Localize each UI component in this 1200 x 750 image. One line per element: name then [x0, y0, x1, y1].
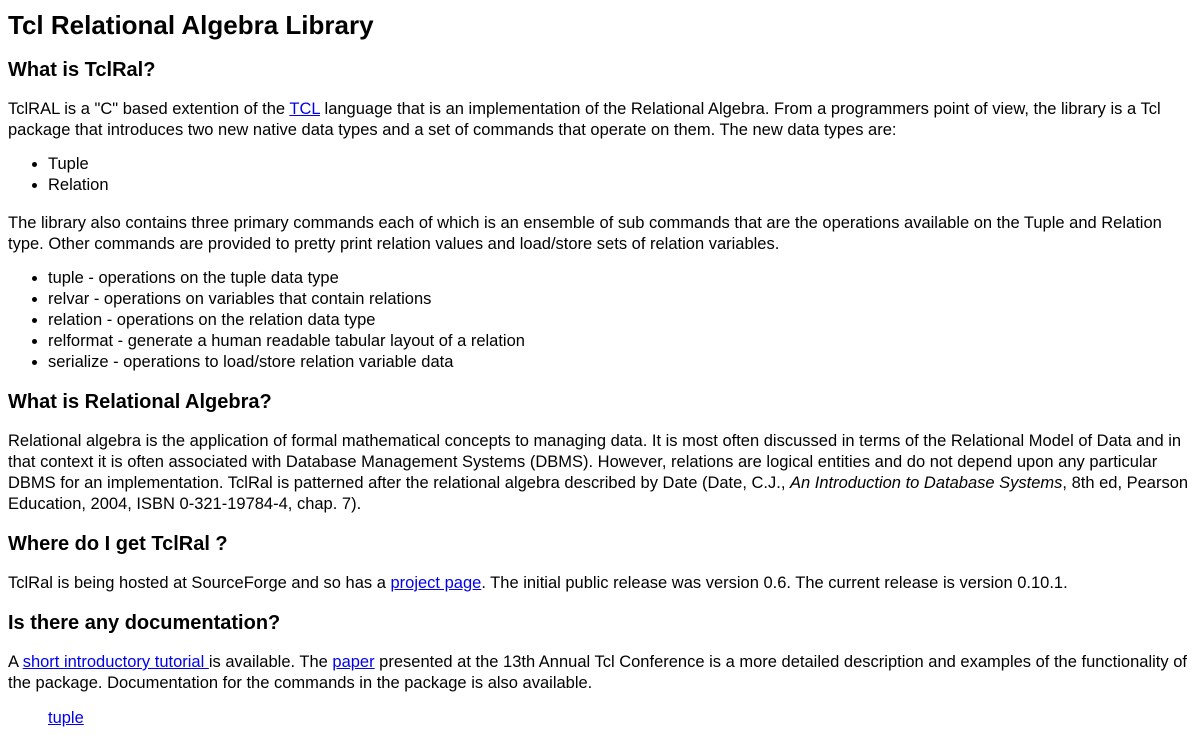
tcl-link[interactable]: TCL [289, 100, 320, 118]
paper-link[interactable]: paper [332, 653, 375, 671]
list-item: • Tuple [48, 154, 1192, 175]
list-item: • serialize - operations to load/store relation variable data [48, 352, 1192, 373]
documentation-paragraph: A short introductory tutorial is available. The paper presented at the 13th Annual Tcl Conference is a more detailed description and examples of the functionality of the package. Documentation for the commands in the package is also available. [8, 653, 1187, 692]
list-item: • relvar - operations on variables that contain relations [48, 289, 1192, 310]
page-title: Tcl Relational Algebra Library [8, 10, 374, 40]
page-content [0, 10, 1200, 727]
hosting-paragraph: TclRal is being hosted at SourceForge and so has a project page. The initial public release was version 0.6. The current release is version 0.10.1. [8, 574, 1068, 592]
section-heading-where-to-get: Where do I get TclRal ? [8, 533, 228, 555]
truncated-list-item [8, 708, 1192, 727]
commands-paragraph: The library also contains three primary commands each of which is an ensemble of sub commands that are the operations available on the Tuple and Relation type. Other commands are provided to pretty print relation values and load/store sets of relation variables. [8, 214, 1162, 253]
relational-algebra-paragraph: Relational algebra is the application of formal mathematical concepts to managing data. It is most often discussed in terms of the Relational Model of Data and in that context it is often associated with Database Management Systems (DBMS). However, relations are logical entities and do not depend upon any particular DBMS for an implementation. TclRal is patterned after the relational algebra described by Date (Date, C.J., An Introduction to Database Systems, 8th ed, Pearson Education, 2004, ISBN 0-321-19784-4, chap. 7). [8, 432, 1189, 513]
list-item: • relformat - generate a human readable tabular layout of a relation [48, 331, 1192, 352]
section-heading-documentation: Is there any documentation? [8, 612, 281, 634]
intro-paragraph: TclRAL is a "C" based extention of the TCL language that is an implementation of the Relational Algebra. From a programmers point of view, the library is a Tcl package that introduces two new native data types and a set of commands that operate on them. The new data types are: [8, 100, 1161, 139]
commands-list [8, 268, 1192, 373]
tutorial-link[interactable]: short introductory tutorial [22, 653, 209, 671]
data-types-list [8, 154, 1192, 196]
project-page-link[interactable]: project page [390, 574, 482, 592]
section-heading-relational-algebra: What is Relational Algebra? [8, 391, 272, 413]
list-item: • relation - operations on the relation data type [48, 310, 1192, 331]
list-item: • Relation [48, 175, 1192, 196]
tuple-doc-link[interactable]: tuple [48, 709, 84, 727]
section-heading-what-is-tclral: What is TclRal? [8, 59, 156, 81]
list-item: • tuple - operations on the tuple data type [48, 268, 1192, 289]
book-title: An Introduction to Database Systems [790, 474, 1063, 492]
